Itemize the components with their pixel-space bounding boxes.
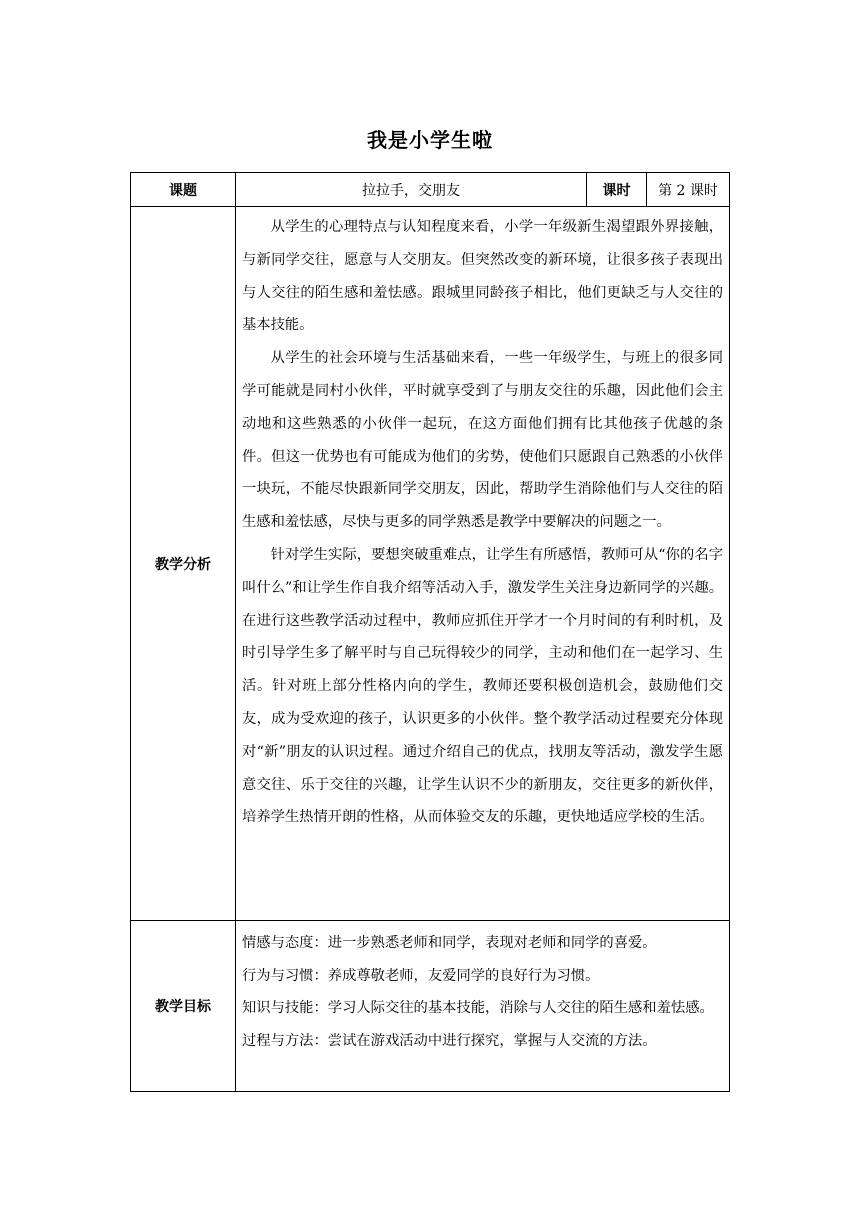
analysis-content: [236, 207, 730, 921]
analysis-paragraph: 从学生的社会环境与生活基础来看，一些一年级学生，与班上的很多同学可能就是同村小伙伴，平时就享受到了与朋友交往的乐趣，因此他们会主动地和这些熟悉的小伙伴一起玩，在这方面他们拥有比其他孩子优越的条件。但这一优势也有可能成为他们的劣势，使他们只愿跟自己熟悉的小伙伴一块玩，不能尽快跟新同学交朋友，因此，帮助学生消除他们与人交往的陌生感和羞怯感，尽快与更多的同学熟悉是教学中要解决的问题之一。: [242, 350, 723, 531]
analysis-row: [131, 207, 730, 921]
period-label: 课时: [587, 173, 647, 207]
lesson-plan-table: [130, 172, 730, 1092]
goals-content: [236, 921, 730, 1092]
goal-item: 过程与方法：尝试在游戏活动中进行探究，掌握与人交流的方法。: [242, 1032, 657, 1049]
goal-item: 知识与技能：学习人际交往的基本技能，消除与人交往的陌生感和羞怯感。: [242, 1000, 714, 1016]
document-title: 我是小学生啦: [367, 128, 493, 152]
goals-row: [131, 921, 730, 1092]
topic-label: 课题: [131, 173, 236, 207]
topic-row: [131, 173, 730, 207]
topic-value: 拉拉手，交朋友: [236, 173, 587, 207]
goal-item: 行为与习惯：养成尊敬老师，友爱同学的良好行为习惯。: [242, 967, 600, 984]
analysis-label: 教学分析: [131, 207, 236, 921]
goal-item: 情感与态度：进一步熟悉老师和同学，表现对老师和同学的喜爱。: [242, 935, 657, 951]
analysis-paragraph: 针对学生实际，要想突破重难点，让学生有所感悟，教师可从“你的名字叫什么”和让学生作自我介绍等活动入手，激发学生关注身边新同学的兴趣。在进行这些教学活动过程中，教师应抓住开学才一个月时间的有利时机，及时引导学生多了解平时与自己玩得较少的同学，主动和他们在一起学习、生活。针对班上部分性格内向的学生，教师还要积极创造机会，鼓励他们交友，成为受欢迎的孩子，认识更多的小伙伴。整个教学活动过程要充分体现对“新”朋友的认识过程。通过介绍自己的优点，找朋友等活动，激发学生愿意交往、乐于交往的兴趣，让学生认识不少的新朋友，交往更多的新伙伴，培养学生热情开朗的性格，从而体验交友的乐趣，更快地适应学校的生活。: [242, 546, 723, 826]
goals-label: 教学目标: [131, 921, 236, 1092]
period-value: 第 2 课时: [647, 173, 730, 207]
analysis-paragraph: 从学生的心理特点与认知程度来看，小学一年级新生渴望跟外界接触，与新同学交往，愿意与人交朋友。但突然改变的新环境，让很多孩子表现出与人交往的陌生感和羞怯感。跟城里同龄孩子相比，他们更缺乏与人交往的基本技能。: [242, 219, 723, 334]
